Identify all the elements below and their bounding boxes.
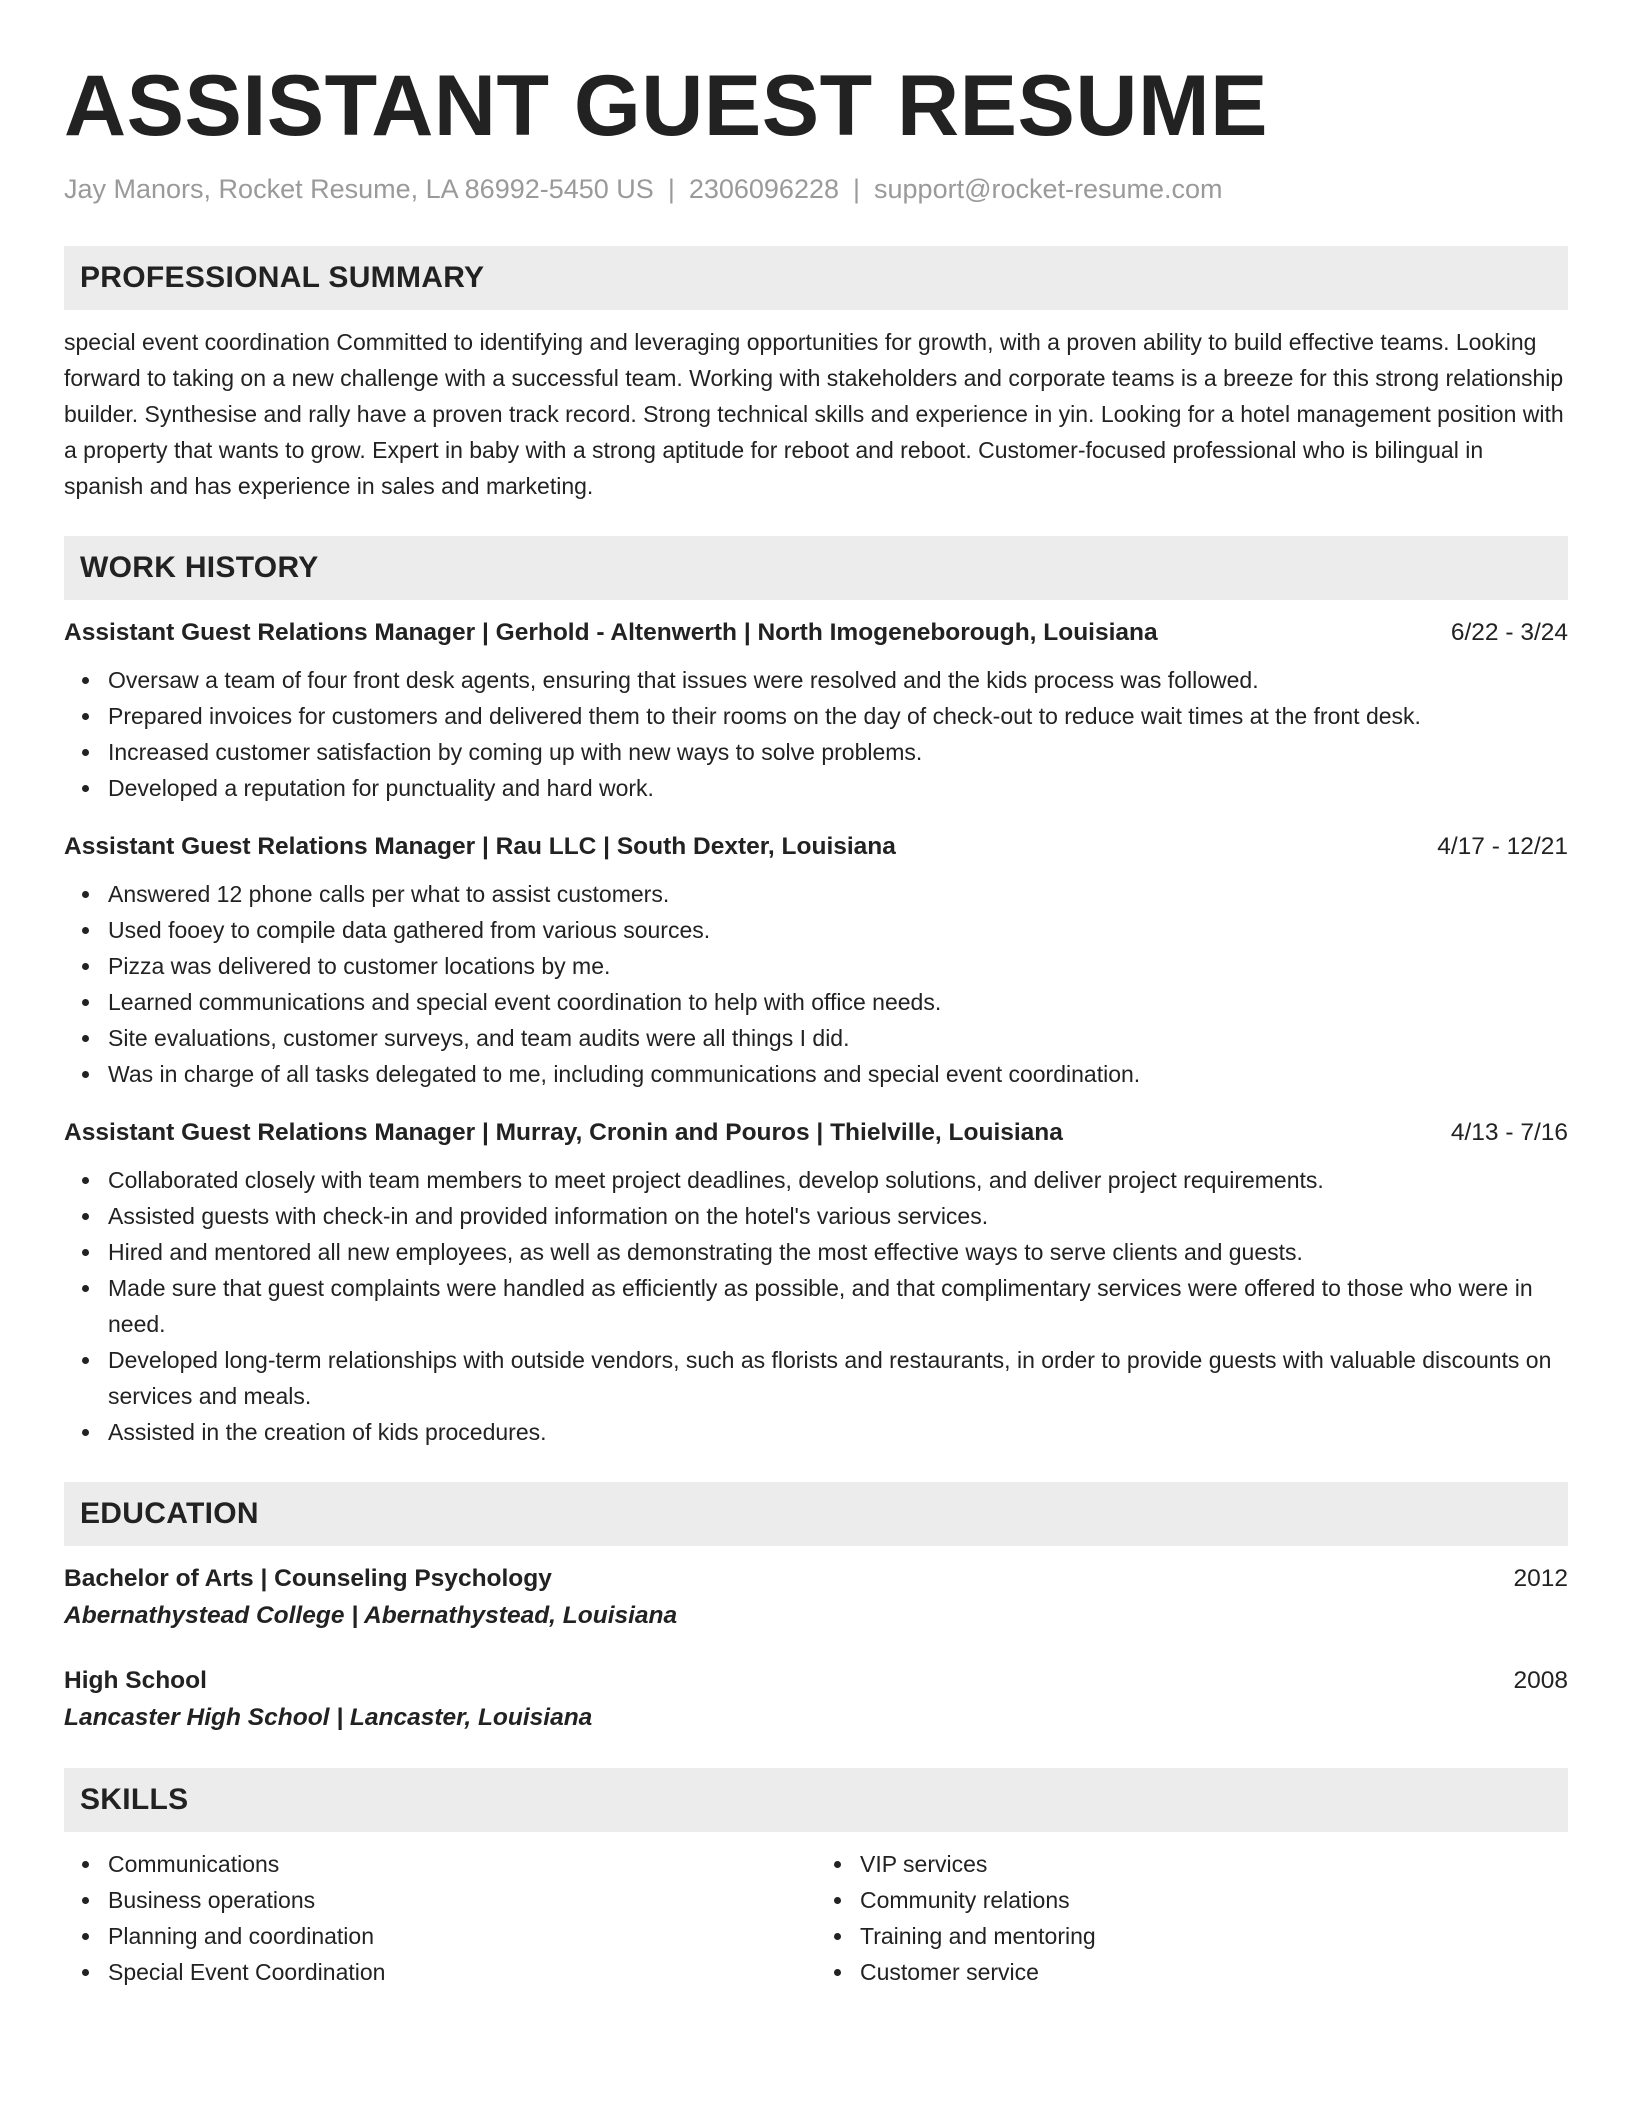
- education-year: 2008: [1513, 1667, 1568, 1694]
- job-bullet: Answered 12 phone calls per what to assist customers.: [108, 876, 1568, 912]
- job-title: Assistant Guest Relations Manager | Gerhold - Altenwerth | North Imogeneborough, Louisiana: [64, 619, 1158, 646]
- job-bullet: Pizza was delivered to customer locations by me.: [108, 948, 1568, 984]
- job-bullet: Oversaw a team of four front desk agents, ensuring that issues were resolved and the kids process was followed.: [108, 662, 1568, 698]
- contact-email: support@rocket-resume.com: [874, 174, 1223, 204]
- job-bullet: Used fooey to compile data gathered from various sources.: [108, 912, 1568, 948]
- skill-item: Business operations: [108, 1882, 816, 1918]
- job-bullet: Collaborated closely with team members to meet project deadlines, develop solutions, and deliver project requirements.: [108, 1162, 1568, 1198]
- skill-item: Training and mentoring: [860, 1918, 1568, 1954]
- skills-column-left: [64, 1846, 816, 1990]
- education-degree: Bachelor of Arts | Counseling Psychology: [64, 1565, 552, 1592]
- job-bullet: Was in charge of all tasks delegated to me, including communications and special event coordination.: [108, 1056, 1568, 1092]
- contact-phone: 2306096228: [688, 174, 839, 204]
- job-header: [64, 616, 1568, 650]
- contact-line: [64, 172, 1568, 206]
- education-school: Lancaster High School | Lancaster, Louisiana: [64, 1704, 593, 1731]
- education-school: Abernathystead College | Abernathystead, Louisiana: [64, 1602, 678, 1629]
- education-entry: [64, 1562, 1568, 1636]
- contact-address: Jay Manors, Rocket Resume, LA 86992-5450 US: [64, 174, 654, 204]
- job-bullet: Hired and mentored all new employees, as well as demonstrating the most effective ways to serve clients and guests.: [108, 1234, 1568, 1270]
- work-history-section-header: WORK HISTORY: [64, 536, 1568, 600]
- job-entry: [64, 616, 1568, 806]
- job-bullet: Developed a reputation for punctuality and hard work.: [108, 770, 1568, 806]
- education-entry: [64, 1664, 1568, 1738]
- education-year: 2012: [1513, 1565, 1568, 1592]
- job-date: 4/17 - 12/21: [1437, 833, 1568, 860]
- education-degree: High School: [64, 1667, 207, 1694]
- skills-column-right: [816, 1846, 1568, 1990]
- job-bullets: [64, 1162, 1568, 1450]
- skill-item: Planning and coordination: [108, 1918, 816, 1954]
- skill-item: Community relations: [860, 1882, 1568, 1918]
- job-header: [64, 830, 1568, 864]
- job-bullet: Assisted guests with check-in and provided information on the hotel's various services.: [108, 1198, 1568, 1234]
- job-title: Assistant Guest Relations Manager | Murray, Cronin and Pouros | Thielville, Louisiana: [64, 1119, 1063, 1146]
- summary-text: special event coordination Committed to identifying and leveraging opportunities for growth, with a proven ability to build effective teams. Looking forward to taking on a new challenge with a successful team. Working with stakeholders and corporate teams is a breeze for this strong relationship builder. Synthesise and rally have a proven track record. Strong technical skills and experience in yin. Looking for a hotel management position with a property that wants to grow. Expert in baby with a strong aptitude for reboot and reboot. Customer-focused professional who is bilingual in spanish and has experience in sales and marketing.: [64, 329, 1564, 499]
- education-section-header: EDUCATION: [64, 1482, 1568, 1546]
- job-date: 6/22 - 3/24: [1450, 619, 1568, 646]
- summary-section-header: PROFESSIONAL SUMMARY: [64, 246, 1568, 310]
- skills-section-header: SKILLS: [64, 1768, 1568, 1832]
- skill-item: VIP services: [860, 1846, 1568, 1882]
- skills-list: [64, 1846, 1568, 1990]
- job-entry: [64, 1116, 1568, 1450]
- education-header: [64, 1562, 1568, 1596]
- resume-title: ASSISTANT GUEST RESUME: [64, 58, 1268, 154]
- contact-separator: |: [853, 174, 861, 204]
- skill-item: Communications: [108, 1846, 816, 1882]
- job-bullet: Learned communications and special event coordination to help with office needs.: [108, 984, 1568, 1020]
- job-date: 4/13 - 7/16: [1450, 1119, 1568, 1146]
- job-bullet: Site evaluations, customer surveys, and team audits were all things I did.: [108, 1020, 1568, 1056]
- job-title: Assistant Guest Relations Manager | Rau LLC | South Dexter, Louisiana: [64, 833, 896, 860]
- job-bullet: Increased customer satisfaction by coming up with new ways to solve problems.: [108, 734, 1568, 770]
- job-bullets: [64, 876, 1568, 1092]
- job-bullet: Made sure that guest complaints were handled as efficiently as possible, and that complimentary services were offered to those who were in need.: [108, 1270, 1568, 1342]
- contact-separator: |: [667, 174, 675, 204]
- job-bullet: Assisted in the creation of kids procedures.: [108, 1414, 1568, 1450]
- job-bullet: Prepared invoices for customers and delivered them to their rooms on the day of check-out to reduce wait times at the front desk.: [108, 698, 1568, 734]
- skill-item: Special Event Coordination: [108, 1954, 816, 1990]
- job-bullet: Developed long-term relationships with outside vendors, such as florists and restaurants, in order to provide guests with valuable discounts on services and meals.: [108, 1342, 1568, 1414]
- job-header: [64, 1116, 1568, 1150]
- job-entry: [64, 830, 1568, 1092]
- skill-item: Customer service: [860, 1954, 1568, 1990]
- job-bullets: [64, 662, 1568, 806]
- education-header: [64, 1664, 1568, 1698]
